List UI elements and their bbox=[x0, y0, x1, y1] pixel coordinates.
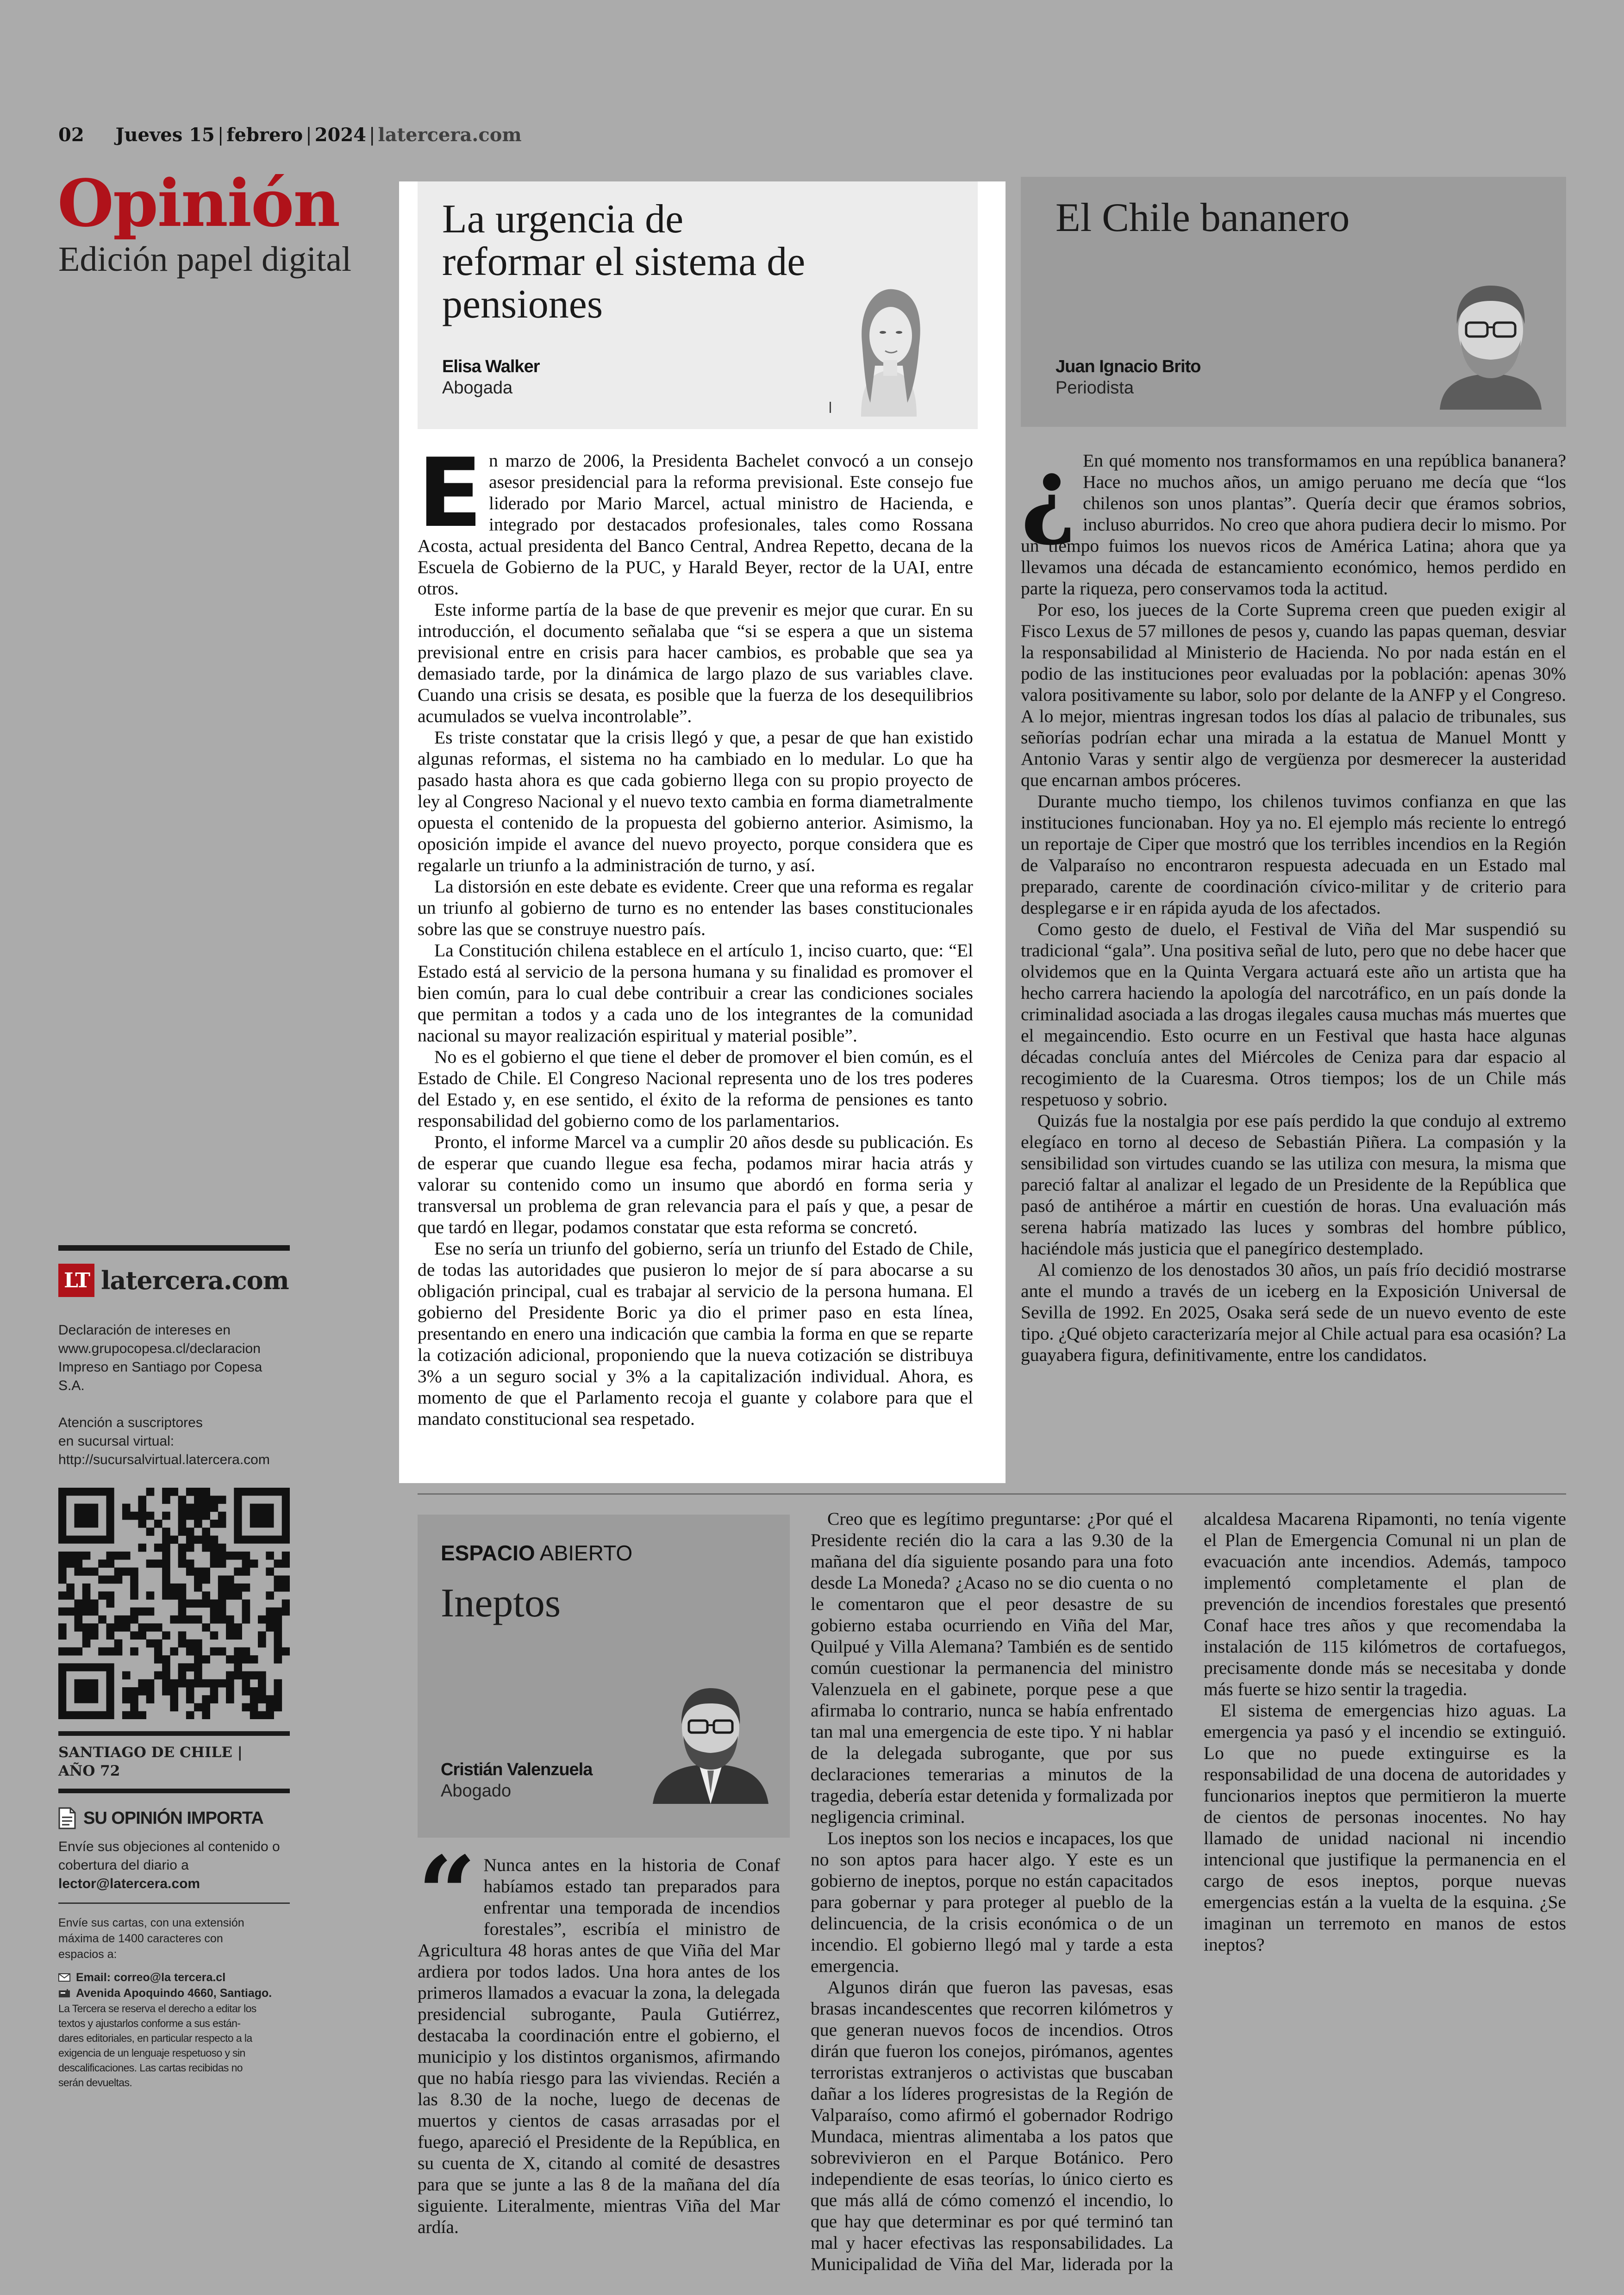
article1-title-line: pensiones bbox=[442, 282, 603, 327]
sidebar-line: en sucursal virtual: bbox=[58, 1434, 175, 1449]
article2-body bbox=[1021, 438, 1566, 1366]
sidebar-subscribers bbox=[58, 1414, 290, 1469]
sidebar-rule bbox=[58, 1731, 290, 1736]
envelope-icon bbox=[58, 1973, 70, 1982]
lt-logo-icon: LT bbox=[58, 1264, 94, 1297]
sidebar-contacts bbox=[58, 1970, 290, 2001]
article1-paragraph: Este informe partía de la base de que prevenir es mejor que curar. En su introducción, el documento señalaba que “si se espera a que un sistema previsional entre en crisis para hacer cambios, es probable que sea ya demasiado tarde, por la dinámica de largo plazo de sus variables clave. Cuando una crisis se desata, es posible que la fuerza de los desequilibrios acumulados se vuelva incontrolable”. bbox=[418, 599, 973, 726]
article3-paragraph: Creo que es legítimo preguntarse: ¿Por qué el Presidente recién dio la cara a las 9.30 de la mañana del día siguiente posando para una foto desde La Moneda? ¿Acaso no se dio cuenta o no le comentaron que el peor desastre de su gobierno estaba ocurriendo en Viña del Mar, Quilpué y Villa Alemana? También es de sentido común cuestionar la permanencia del ministro Valenzuela en el gabinete, porque pese a que afirmaba lo contrario, nunca se había enfrentado tan mal una emergencia de este tipo. Y ni hablar de la delegada subrogante, que por sus declaraciones temerarias a minutos de la tragedia, debería estar detenida y formalizada por negligencia criminal. bbox=[811, 1509, 1173, 1827]
article1-role: Abogada bbox=[442, 378, 513, 398]
portrait-shoulders bbox=[1440, 374, 1542, 410]
article2-author-portrait bbox=[1428, 275, 1553, 410]
sidebar-address-row bbox=[58, 1985, 290, 2001]
lower-section-divider bbox=[418, 1493, 1566, 1495]
portrait-eye-right bbox=[896, 331, 902, 334]
article3-quote-mark: “ bbox=[418, 1834, 476, 1953]
sidebar-line: Declaración de intereses en bbox=[58, 1322, 231, 1338]
sidebar-line: serán devueltas. bbox=[58, 2077, 132, 2089]
date-year: 2024 bbox=[314, 124, 367, 146]
date-month: febrero bbox=[226, 124, 303, 146]
sidebar-opinion-heading-row bbox=[58, 1807, 290, 1829]
article1-author-portrait bbox=[833, 278, 944, 417]
sidebar-email-row[interactable] bbox=[58, 1970, 290, 1985]
sidebar-top-rule bbox=[58, 1245, 290, 1251]
article2-paragraph-text: En qué momento nos transformamos en una república bananera? Hace no muchos años, un amigo peruano me decía que “los chilenos son unos plantas”. Quería decir que éramos sobrios, incluso aburridos. No creo que ahora pudiera decir lo mismo. Por un tiempo fuimos los nuevos ricos de América Latina; ahora que ya llevamos una década de estancamiento económico, hemos perdido en parte la riqueza, pero conservamos toda la actitud. bbox=[1021, 450, 1566, 599]
portrait-face bbox=[869, 307, 912, 364]
sidebar-brand[interactable] bbox=[58, 1264, 290, 1297]
article2-author: Juan Ignacio Brito bbox=[1056, 357, 1201, 376]
article1-dropcap: E bbox=[418, 438, 483, 549]
article3-paragraph: Algunos dirán que fueron las pavesas, esas brasas incandescentes que recorren kilómetros y que generan nuevos focos de incendios. Otros dirán que fueron los conejos, pirómanos, agentes terroristas extranjeros o activistas que buscaban dañar a los líderes progresistas de la Región de Valparaíso, como afirmó el gobernador Rodrigo Mundaca, mientras alimentaba a los patos que sobrevivieron en el Parque Botánico. Pero independiente de esas teorías, lo único cierto es que más allá de cómo comenzó el incendio, lo que hay que determinar es por qué terminó tan mal y hacer efectivas las responsabilidades. La Municipalidad de Viña del Mar, liderada por la alcaldesa Macarena Ripamonti, no tenía vigente el Plan de Emergencia Comunal ni un plan de evacuación ante incendios. Además, tampoco implementó completamente el plan de prevención de incendios forestales que presentó Conaf hace tres años y que recomendaba la instalación de 115 kilómetros de cortafuegos, precisamente donde más se necesitaba y donde más fuerte se hizo sentir la tragedia. bbox=[811, 1509, 1566, 2274]
section-subtitle: Edición papel digital bbox=[58, 240, 352, 279]
qr-finder-pattern bbox=[74, 1503, 98, 1528]
sidebar-line: espacios a: bbox=[58, 1948, 117, 1961]
article1-title-line: La urgencia de bbox=[442, 197, 684, 242]
sidebar-line: descalificaciones. Las cartas recibidas no bbox=[58, 2062, 243, 2074]
article2-paragraph: Como gesto de duelo, el Festival de Viña del Mar suspendió su tradicional “gala”. Una positiva señal de luto, pero que no debe hacer que olvidemos que en la Quinta Vergara actuará este año un artista que ha hecho carrera haciendo la apología del narcotráfico, en un país donde la criminalidad asociada a las drogas ilegales causa muchas más muertes que el megaincendio. Esto ocurre en un Festival que hasta hace algunas décadas concluía antes del Miércoles de Ceniza para dar espacio al recogimiento de la Cuaresma. Otros tiempos; los de un Chile más respetuoso y sobrio. bbox=[1021, 919, 1566, 1110]
article3-author: Cristián Valenzuela bbox=[441, 1760, 593, 1779]
sidebar-line: Envíe sus cartas, con una extensión bbox=[58, 1916, 244, 1929]
sidebar-city: SANTIAGO DE CHILE | bbox=[58, 1744, 243, 1761]
sidebar-city-year bbox=[58, 1743, 290, 1780]
sidebar-line: exigencia de un lenguaje respetuoso y sin bbox=[58, 2047, 245, 2059]
article2-dropcap: ¿ bbox=[1021, 438, 1077, 549]
article1-paragraph bbox=[418, 438, 973, 599]
sidebar-line: Impreso en Santiago por Copesa S.A. bbox=[58, 1360, 262, 1393]
mailbox-icon bbox=[58, 1989, 70, 1998]
article3-paragraph: Los ineptos son los necios e incapaces, los que no son aptos para hacer algo. Y este es un gobierno de ineptos, porque no están capacitados para gobernar y para proteger al pueblo de la delincuencia, de la crisis económica o de un incendio. El gobierno llegó mal y tarde a esta emergencia. bbox=[811, 1828, 1173, 1976]
sidebar-letters bbox=[58, 1915, 290, 1962]
sidebar-opinion-email[interactable]: lector@latercera.com bbox=[58, 1876, 200, 1891]
sidebar-opinion-heading: SU OPINIÓN IMPORTA bbox=[83, 1808, 263, 1828]
article3-paragraph: El sistema de emergencias hizo aguas. La emergencia ya pasó y el incendio se extinguió. Lo que no puede extinguirse es la responsabilidad de una docena de autoridades y funcionarios ineptos que permitieron la muerte de cientos de personas inocentes. No hay llamado de unidad nacional ni incendio intencional que justifique la permanencia en el cargo de esos ineptos, porque nuevas emergencias están a la vuelta de la esquina. ¿Se imaginan un terremoto en manos de estos ineptos? bbox=[1204, 1700, 1566, 1955]
portrait-neck bbox=[883, 360, 897, 376]
qr-code[interactable] bbox=[58, 1488, 290, 1719]
article2-paragraph: Al comienzo de los denostados 30 años, un país frío decidió mostrarse ante el mundo a través de un iceberg en la Exposición Universal de Sevilla de 1992. En 2025, Osaka será sede de un nuevo evento de este tipo. ¿Qué objeto caracterizaría mejor al Chile actual para esa ocasión? La guayabera figura, definitivamente, entre los candidatos. bbox=[1021, 1260, 1566, 1365]
sidebar-line: textos y ajustarlos conforme a sus están- bbox=[58, 2017, 241, 2029]
sidebar-line: La Tercera se reserva el derecho a editar los bbox=[58, 2002, 256, 2014]
article2-paragraph bbox=[1021, 438, 1566, 599]
article1-paragraph: No es el gobierno el que tiene el deber de promover el bien común, es el Estado de Chile. El Congreso Nacional representa uno de los tres poderes del Estado y, en ese sentido, el éxito de la reforma de pensiones es tanto responsabilidad del gobierno como de los parlamentarios. bbox=[418, 1047, 973, 1131]
article1-paragraph: La Constitución chilena establece en el artículo 1, inciso cuarto, que: “El Estado está al servicio de la persona humana y su finalidad es promover el bien común, para lo cual debe contribuir a crear las condiciones sociales que permitan a todos y a cada uno de los integrantes de la comunidad nacional su mayor realización espiritual y material posible”. bbox=[418, 940, 973, 1046]
article3-paragraph bbox=[418, 1834, 780, 2238]
document-icon bbox=[58, 1807, 76, 1829]
sidebar-line: Atención a suscriptores bbox=[58, 1415, 203, 1430]
article2-title: El Chile bananero bbox=[1056, 195, 1350, 240]
article1-paragraph: La distorsión en este debate es evidente. Creer que una reforma es regalar un triunfo al gobierno de turno es no entender las bases constitucionales sobre las que se construye nuestro país. bbox=[418, 876, 973, 939]
article1-paragraph: Pronto, el informe Marcel va a cumplir 20 años desde su publicación. Es de esperar que cuando llegue esa fecha, podamos mirar hacia atrás y valorar su contenido como un insumo que abordó en forma seria y transversal un problema de gran relevancia para el país y que, a pesar de que tardó en llegar, podamos constatar que esta reforma se concretó. bbox=[418, 1132, 973, 1237]
article3-title: Ineptos bbox=[441, 1581, 561, 1626]
dateline: 02 Jueves 15 | febrero | 2024 | latercera.com bbox=[58, 124, 522, 146]
sidebar-address: Avenida Apoquindo 4660, Santiago. bbox=[76, 1987, 272, 2000]
sidebar-brand-text: latercera.com bbox=[101, 1266, 289, 1295]
article1-title bbox=[442, 198, 887, 326]
qr-finder-pattern bbox=[250, 1503, 274, 1528]
sidebar-line: máxima de 1400 caracteres con bbox=[58, 1932, 223, 1945]
article2-paragraph: Quizás fue la nostalgia por ese país perdido la que condujo al extremo elegíaco en torno al deceso de Sebastián Piñera. La compasión y la sensibilidad son virtudes cuando se las utiliza con mesura, la misma que pareció faltar al analizar el legado de un Presidente de la República que pasó de antihéroe a mártir en cuestión de horas. Una evaluación más serena habría matizado las luces y sombras del hombre público, haciéndole más justicia que el panegírico destemplado. bbox=[1021, 1110, 1566, 1259]
article1-author: Elisa Walker bbox=[442, 357, 540, 376]
sidebar-email[interactable]: Email: correo@la tercera.cl bbox=[76, 1971, 226, 1984]
article3-body bbox=[418, 1508, 1566, 2276]
article2-paragraph: Durante mucho tiempo, los chilenos tuvimos confianza en que las instituciones funcionaban. Hoy ya no. El ejemplo más reciente lo entregó un reportaje de Ciper que mostró que los terribles incendios en la Región de Valparaíso no encontraron respuesta adecuada en un Estado mal preparado, carente de coordinación cívico-militar y de criterio para desplegarse e ir en rápida ayuda de los afectados. bbox=[1021, 791, 1566, 918]
sidebar-declaration bbox=[58, 1321, 290, 1395]
article1-paragraph: Es triste constatar que la crisis llegó y que, a pesar de que han existido algunas reformas, el sistema no ha cambiado en lo medular. Lo que ha pasado hasta ahora es que cada gobierno llega con su propio proyecto de ley al Congreso Nacional y el nuevo texto cambia en forma diametralmente opuesta el contenido de la propuesta del gobierno anterior. Asimismo, la oposición impide el avance del nuevo proyecto, porque considera que es regalarle un triunfo a la administración de turno, y así. bbox=[418, 727, 973, 875]
sidebar-line: cobertura del diario a bbox=[58, 1858, 189, 1873]
article1-paragraph: Ese no sería un triunfo del gobierno, sería un triunfo del Estado de Chile, de todas las autoridades que pusieron lo mejor de sí para abocarse a su obligación principal, cual es trabajar al servicio de la persona humana. El gobierno del Presidente Boric ya dio el primer paso en esta línea, presentando en enero una indicación que cambia la forma en que se reparte la cotización adicional, proponiendo que la nueva cotización se distribuya 3% a un seguro social y 3% a la capitalización individual. Ahora, es momento de que el Parlamento recoja el guante y colabore para que el mandato constitucional sea respetado. bbox=[418, 1238, 973, 1429]
article1-marker bbox=[830, 402, 831, 413]
sidebar-opinion-text bbox=[58, 1838, 290, 1893]
sidebar-line: dares editoriales, en particular respecto a la bbox=[58, 2032, 252, 2044]
site-link[interactable]: latercera.com bbox=[378, 124, 522, 146]
article1-header bbox=[442, 198, 887, 326]
article3-role: Abogado bbox=[441, 1781, 512, 1801]
article3-paragraph-text: Nunca antes en la historia de Conaf habíamos estado tan preparados para enfrentar una temporada de incendios forestales”, escribía el ministro de Agricultura 48 horas antes de que Viña del Mar ardiera por todos lados. Una hora antes de los primeros llamados a evacuar la zona, la delegada presidencial subrogante, Paula Gutiérrez, destacaba la coordinación entre el gobierno, el municipio y los distintos organismos, afirmando que no había riesgo para las viviendas. Recién a las 8.30 de la noche, luego de decenas de muertos y cientos de casas arrasadas por el fuego, apareció el Presidente de la República, en su cuenta de X, citando al comité de desastres para que se junte a las 8 de la mañana del día siguiente. Literalmente, mientras Viña del Mar ardía. bbox=[418, 1855, 780, 2237]
sidebar-disclaimer bbox=[58, 2001, 290, 2090]
sidebar bbox=[58, 1245, 290, 2090]
sidebar-link[interactable]: www.grupocopesa.cl/declaracion bbox=[58, 1341, 261, 1356]
sidebar-year: AÑO 72 bbox=[58, 1763, 120, 1779]
article3-kicker-bold: ESPACIO bbox=[441, 1541, 535, 1565]
article1-title-line: reformar el sistema de bbox=[442, 239, 806, 284]
portrait-eye-left bbox=[880, 331, 886, 334]
sidebar-link[interactable]: http://sucursalvirtual.latercera.com bbox=[58, 1452, 270, 1467]
qr-finder-pattern bbox=[74, 1679, 98, 1703]
article2-paragraph: Por eso, los jueces de la Corte Suprema creen que pueden exigir al Fisco Lexus de 57 millones de pesos y, cuando las papas queman, desviar la responsabilidad al Ministerio de Hacienda. No por nada están en el podio de las instituciones peor evaluadas por la población: apenas 30% valora positivamente su labor, solo por delante de la ANFP y el Congreso. A lo mejor, mientras ingresan todos los días al palacio de tribunales, sus señorías podrían echar una mirada a la estatua de Manuel Montt y Antonio Varas y sentir algo de vergüenza por desmerecer la austeridad que encarnan ambos próceres. bbox=[1021, 599, 1566, 790]
article1-body bbox=[418, 438, 973, 1429]
page-number: 02 bbox=[58, 124, 84, 146]
article2-role: Periodista bbox=[1056, 378, 1134, 398]
article1-paragraph-text: n marzo de 2006, la Presidenta Bachelet convocó a un consejo asesor presidencial para la reforma previsional. Este consejo fue liderado por Mario Marcel, actual ministro de Hacienda, e integrado por destacados profesionales, tales como Rossana Acosta, actual presidenta del Banco Central, Andrea Repetto, decana de la Escuela de Gobierno de la PUC, y Harald Beyer, rector de la UAI, entre otros. bbox=[418, 450, 973, 599]
article3-header-spacer bbox=[418, 1508, 780, 1854]
article3-kicker-light: ABIERTO bbox=[539, 1541, 633, 1565]
date-day: Jueves 15 bbox=[115, 124, 215, 146]
section-title: Opinión bbox=[57, 166, 340, 242]
sidebar-rule bbox=[58, 1789, 290, 1793]
sidebar-rule-thin bbox=[58, 1902, 290, 1904]
sidebar-line: Envíe sus objeciones al contenido o bbox=[58, 1839, 280, 1854]
